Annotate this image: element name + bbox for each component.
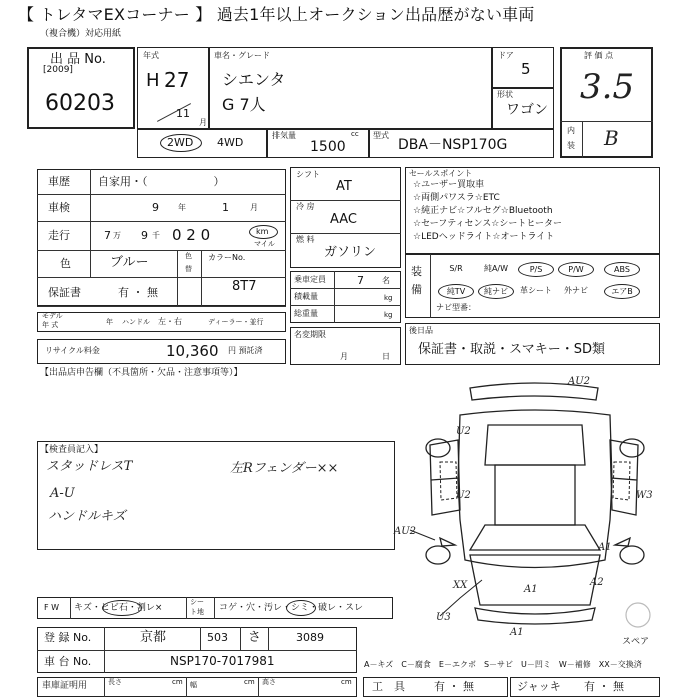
name-change-label: 名変期限 — [294, 330, 326, 339]
car-damage-diagram — [394, 370, 670, 640]
registration-number: 3089 — [296, 631, 324, 644]
hood-shape — [470, 555, 600, 605]
equipment-label-1: 装 — [411, 265, 422, 278]
model-year-label-1: モデル — [42, 312, 63, 320]
name-change-day: 日 — [382, 352, 390, 361]
equipment-item: P/S — [518, 262, 554, 277]
damage-mark-2: U2 — [456, 426, 471, 437]
accessories-value: 保証書・取説・スマキー・SD類 — [418, 342, 606, 357]
registration-kana: さ — [248, 630, 262, 645]
shaken-year-unit: 年 — [178, 203, 186, 212]
model-grade: G 7人 — [222, 95, 266, 114]
score-value: 3.5 — [580, 67, 635, 107]
handle-value: 左・右 — [158, 317, 182, 326]
interior-label-1: 内 — [567, 126, 575, 135]
info-vline-1 — [90, 169, 91, 277]
cert-vline-1 — [104, 677, 105, 697]
displacement-label: 排気量 — [272, 131, 296, 140]
reg-vline-1 — [104, 627, 105, 673]
ac-label: 冷 房 — [296, 202, 315, 211]
color-change-1: 色 — [185, 252, 192, 260]
recycle-unit: 円 預託済 — [228, 346, 263, 355]
equipment-item: 純A/W — [483, 264, 509, 273]
sales-point-1: ☆ユーザー買取車 — [413, 180, 485, 190]
model-label: 車名・グレード — [214, 51, 270, 60]
capacity-line-1 — [290, 288, 401, 289]
equipment-item: P/W — [558, 262, 594, 277]
damage-mark-1: AU2 — [568, 376, 591, 387]
certificate-label: 車庫証明用 — [42, 681, 88, 691]
registration-label: 登 録 No. — [44, 631, 92, 644]
inspector-note-1: スタッドレスT — [46, 459, 133, 474]
weight-unit: kg — [384, 311, 393, 319]
reg-vline-3 — [240, 627, 241, 650]
seat-value: コゲ・穴・汚レ・シミ・破レ・スレ — [219, 603, 364, 613]
load-label: 積載量 — [294, 292, 318, 301]
damage-mark-4: AU2 — [394, 526, 417, 537]
certificate-length-unit: cm — [172, 678, 183, 686]
handle-label: ハンドル — [122, 318, 150, 326]
dealer-label: ディーラー・並行 — [208, 318, 264, 326]
roof-shape — [495, 465, 575, 525]
lot-label: 出 品 No. — [50, 52, 106, 67]
seat-label-1: シー — [190, 598, 204, 606]
score-divider — [560, 121, 653, 122]
damage-mark-7: A1 — [524, 584, 538, 595]
year-month: 11 — [176, 107, 190, 120]
shaken-month-unit: 月 — [250, 203, 258, 212]
header-title: 【 トレタマEXコーナー 】 過去1年以上オークション出品歴がない車両 — [18, 5, 535, 24]
rear-window-shape — [485, 425, 585, 465]
spec-line-2 — [290, 233, 401, 234]
mileage-man-unit: 万 — [113, 231, 121, 240]
seat-label-2: ト地 — [190, 608, 204, 616]
subheader: （複合機）対応用紙 — [40, 29, 122, 39]
fw-vline-1 — [70, 597, 71, 619]
spare-tire-icon — [626, 603, 650, 627]
tools-value: 有 ・ 無 — [434, 680, 474, 693]
model-code-label: 型式 — [373, 131, 389, 140]
sales-point-2: ☆両側パワスラ☆ETC — [413, 193, 500, 203]
capacity-line-2 — [290, 305, 401, 306]
legend: A－キズ C－腐食 E－エクボ S－サビ U－凹ミ W－補修 XX－交換済 — [364, 660, 642, 669]
capacity-vline — [334, 271, 335, 323]
certificate-width-unit: cm — [244, 678, 255, 686]
doors-value: 5 — [521, 60, 531, 78]
spec-line-1 — [290, 200, 401, 201]
info-vline-2 — [177, 250, 178, 306]
tools-label: 工 具 — [372, 680, 405, 693]
interior-divider — [582, 121, 583, 158]
shaken-year: 9 — [152, 201, 159, 214]
body-type-value: ワゴン — [506, 102, 548, 118]
displacement-value: 1500 — [310, 139, 346, 155]
wheel-fr — [620, 546, 644, 564]
left-side-doors — [430, 440, 460, 515]
lot-number: 60203 — [45, 91, 115, 116]
info-line-3 — [37, 250, 286, 251]
jack-value: 有 ・ 無 — [584, 680, 624, 693]
wheel-fl — [426, 546, 450, 564]
certificate-length: 長さ — [108, 678, 122, 686]
mileage-man: 7 — [104, 229, 111, 242]
inspector-note-right: 左Rフェンダー×× — [230, 461, 339, 476]
chassis-label: 車 台 No. — [44, 655, 92, 668]
damage-mark-11: U3 — [436, 612, 451, 623]
reg-vline-2 — [200, 627, 201, 650]
year-value: 27 — [164, 68, 190, 92]
history-label: 車歴 — [48, 175, 70, 188]
shaken-month: 1 — [222, 201, 229, 214]
info-line-2 — [37, 221, 286, 222]
equipment-item: 外ナビ — [564, 286, 588, 295]
cert-vline-2 — [186, 677, 187, 697]
info-line-1 — [37, 194, 286, 195]
year-label: 年式 — [143, 51, 159, 60]
mileage-sen: 9 — [141, 229, 148, 242]
front-bumper-shape — [475, 608, 595, 624]
wheel-rr — [620, 439, 644, 457]
color-code-label: カラーNo. — [208, 253, 246, 262]
shaken-label: 車検 — [48, 201, 70, 214]
mileage-km: km — [256, 227, 269, 236]
fuel-value: ガソリン — [324, 245, 377, 260]
reg-vline-4 — [268, 627, 269, 650]
accessories-label: 後日品 — [409, 326, 433, 335]
fw-value: キズ・ヒビ石・割レ× — [74, 603, 163, 613]
seats-label: 乗車定員 — [294, 275, 326, 284]
ac-value: AAC — [330, 212, 357, 227]
equipment-item: ABS — [604, 262, 640, 277]
equipment-label-2: 備 — [411, 283, 422, 296]
model-name: シエンタ — [222, 70, 286, 89]
load-unit: kg — [384, 294, 393, 302]
reg-line — [37, 650, 357, 651]
equipment-item: 純TV — [438, 284, 474, 299]
inspector-label: 【検査員記入】 — [40, 445, 104, 455]
fw-vline-3 — [214, 597, 215, 619]
registration-class: 503 — [207, 631, 228, 644]
info-line-4 — [37, 277, 286, 278]
damage-mark-3: U2 — [456, 490, 471, 501]
equipment-vline — [430, 254, 431, 318]
interior-label-2: 装 — [567, 141, 575, 150]
inspector-note-3: ハンドルキズ — [48, 509, 126, 524]
model-year-label-2: 年 式 — [42, 321, 59, 329]
body-type-label: 形状 — [497, 90, 513, 99]
color-label: 色 — [60, 257, 71, 270]
fw-label: F W — [44, 603, 60, 612]
shift-value: AT — [336, 179, 352, 194]
damage-mark-6: XX — [453, 580, 468, 591]
warranty-value: 有 ・ 無 — [118, 286, 158, 299]
certificate-height: 高さ — [262, 678, 276, 686]
fuel-label: 燃 料 — [296, 235, 315, 244]
seller-report-label: 【出品店申告欄（不具箇所・欠品・注意事項等）】 — [40, 368, 243, 378]
damage-mark-10: A1 — [510, 627, 524, 638]
windshield-shape — [470, 525, 600, 550]
shift-label: シフト — [296, 170, 320, 179]
history-value: 自家用・（ ） — [98, 175, 225, 188]
lot-stamp: [2009] — [43, 65, 73, 75]
drive-2wd: 2WD — [167, 136, 194, 149]
inspector-note-2: A-U — [50, 486, 75, 501]
model-year-unit: 年 — [106, 318, 113, 326]
car-body-outline — [458, 410, 612, 568]
fw-hibi-circle — [102, 600, 142, 616]
model-code-value: DBA－NSP170G — [398, 137, 508, 153]
spare-label: スペア — [622, 637, 650, 647]
equipment-item: エアB — [604, 284, 640, 299]
seats-unit: 名 — [382, 276, 390, 285]
warranty-label: 保証書 — [48, 286, 81, 299]
damage-mark-9: A1 — [598, 542, 612, 553]
info-line-5 — [37, 306, 286, 307]
drive-box — [137, 129, 267, 158]
mileage-sen-unit: 千 — [152, 231, 160, 240]
navi-label: ナビ型番： — [436, 303, 476, 312]
color-code: 8T7 — [232, 279, 257, 294]
damage-mark-5: W3 — [636, 490, 653, 501]
mileage-mile: マイル — [254, 240, 275, 248]
weight-label: 総重量 — [294, 309, 318, 318]
seat-yogore-circle — [286, 600, 316, 616]
name-change-month: 月 — [340, 352, 348, 361]
equipment-item: 革シート — [520, 286, 552, 295]
mileage-rest: 0 2 0 — [172, 226, 211, 244]
fw-vline-2 — [186, 597, 187, 619]
year-era: H — [146, 70, 160, 91]
sales-point-4: ☆セーフティセンス☆シートヒーター — [413, 219, 562, 229]
equipment-item: 純ナビ — [478, 284, 514, 299]
jack-label: ジャッキ — [517, 680, 561, 693]
equipment-item: S/R — [449, 264, 463, 273]
right-side-doors — [610, 440, 638, 515]
year-month-unit: 月 — [199, 118, 207, 127]
sales-point-3: ☆純正ナビ☆フルセグ☆Bluetooth — [413, 206, 553, 216]
recycle-value: 10,360 — [166, 342, 219, 360]
sales-point-5: ☆LEDヘッドライト☆オートライト — [413, 232, 555, 242]
recycle-label: リサイクル料金 — [45, 346, 100, 355]
certificate-height-unit: cm — [341, 678, 352, 686]
doors-label: ドア — [498, 51, 514, 60]
drive-4wd: 4WD — [217, 136, 244, 149]
info-vline-3 — [201, 250, 202, 306]
certificate-width: 幅 — [190, 681, 197, 689]
color-change-2: 替 — [185, 265, 192, 273]
chassis-value: NSP170-7017981 — [170, 654, 275, 668]
registration-region: 京都 — [140, 630, 167, 645]
displacement-unit: cc — [351, 130, 359, 138]
color-value: ブルー — [110, 255, 149, 270]
mileage-label: 走行 — [48, 229, 70, 242]
seats-value: 7 — [357, 274, 364, 287]
score-label: 評 価 点 — [584, 51, 614, 60]
damage-mark-8: A2 — [590, 577, 604, 588]
inspector-box — [37, 441, 395, 550]
interior-value: B — [604, 126, 619, 150]
cert-vline-3 — [258, 677, 259, 697]
sales-points-label: セールスポイント — [409, 169, 473, 178]
